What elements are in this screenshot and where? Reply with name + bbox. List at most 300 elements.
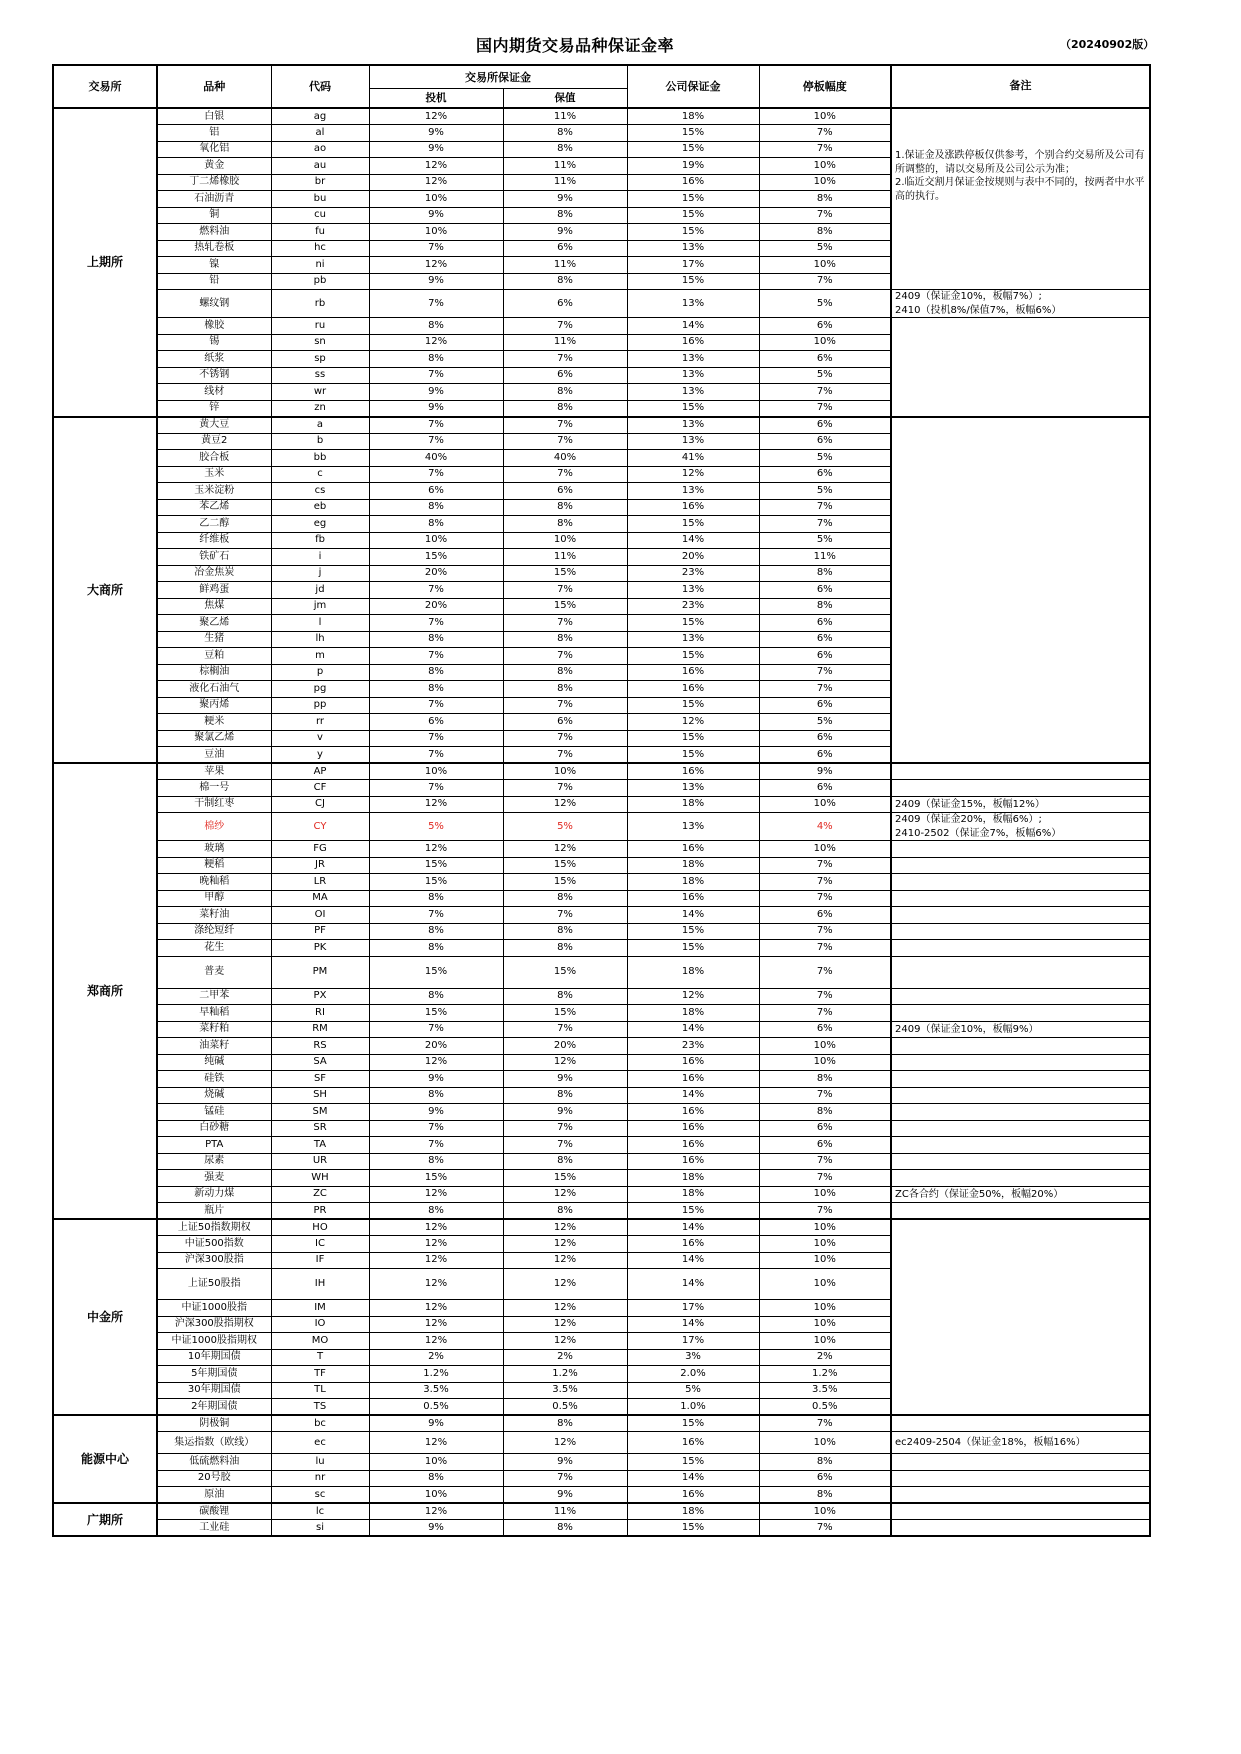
spec-margin-cell: 12% [369, 1300, 503, 1317]
spec-margin-cell: 12% [369, 1269, 503, 1300]
company-margin-cell: 16% [627, 499, 759, 516]
company-margin-cell: 20% [627, 549, 759, 566]
note-cell [891, 1219, 1150, 1415]
spec-margin-cell: 8% [369, 664, 503, 681]
table-row [53, 1170, 1150, 1187]
product-cell: 铁矿石 [157, 549, 271, 566]
company-margin-cell: 15% [627, 1415, 759, 1432]
company-margin-cell: 16% [627, 1104, 759, 1121]
table-row [53, 1021, 1150, 1038]
limit-cell: 7% [759, 956, 891, 988]
product-cell: 鲜鸡蛋 [157, 582, 271, 599]
product-cell: 碳酸锂 [157, 1503, 271, 1520]
limit-cell: 6% [759, 907, 891, 924]
spec-margin-cell: 10% [369, 224, 503, 241]
company-margin-cell: 18% [627, 108, 759, 125]
product-cell: 菜籽粕 [157, 1021, 271, 1038]
product-cell: 聚丙烯 [157, 697, 271, 714]
code-cell: a [271, 417, 369, 434]
company-margin-cell: 18% [627, 956, 759, 988]
code-cell: bc [271, 1415, 369, 1432]
code-cell: CY [271, 813, 369, 841]
company-margin-cell: 15% [627, 1454, 759, 1471]
product-cell: 镍 [157, 257, 271, 274]
table-row [53, 1071, 1150, 1088]
product-cell: 生猪 [157, 631, 271, 648]
code-cell: TF [271, 1366, 369, 1383]
spec-margin-cell: 7% [369, 780, 503, 797]
code-cell: ss [271, 367, 369, 384]
limit-cell: 7% [759, 857, 891, 874]
hedge-margin-cell: 8% [503, 499, 627, 516]
spec-margin-cell: 10% [369, 1487, 503, 1504]
spec-margin-cell: 20% [369, 565, 503, 582]
company-margin-cell: 23% [627, 1038, 759, 1055]
limit-cell: 7% [759, 681, 891, 698]
limit-cell: 6% [759, 1021, 891, 1038]
hedge-margin-cell: 12% [503, 841, 627, 858]
code-cell: jd [271, 582, 369, 599]
code-cell: pp [271, 697, 369, 714]
hedge-margin-cell: 7% [503, 730, 627, 747]
limit-cell: 7% [759, 1415, 891, 1432]
product-cell: 中证1000股指期权 [157, 1333, 271, 1350]
limit-cell: 8% [759, 1454, 891, 1471]
limit-cell: 6% [759, 648, 891, 665]
limit-cell: 8% [759, 1487, 891, 1504]
code-cell: OI [271, 907, 369, 924]
spec-margin-cell: 2% [369, 1349, 503, 1366]
product-cell: 低硫燃料油 [157, 1454, 271, 1471]
spec-margin-cell: 7% [369, 697, 503, 714]
hedge-margin-cell: 6% [503, 714, 627, 731]
code-cell: sp [271, 351, 369, 368]
product-cell: 锡 [157, 334, 271, 351]
product-cell: 瓶片 [157, 1203, 271, 1220]
hedge-margin-cell: 7% [503, 433, 627, 450]
header-code: 代码 [271, 65, 369, 108]
hedge-margin-cell: 8% [503, 1087, 627, 1104]
table-row [53, 780, 1150, 797]
table-row [53, 988, 1150, 1005]
table-row [53, 940, 1150, 957]
limit-cell: 7% [759, 384, 891, 401]
company-margin-cell: 14% [627, 1021, 759, 1038]
limit-cell: 10% [759, 841, 891, 858]
note-cell [891, 1487, 1150, 1504]
code-cell: FG [271, 841, 369, 858]
company-margin-cell: 14% [627, 1269, 759, 1300]
code-cell: au [271, 158, 369, 175]
limit-cell: 7% [759, 940, 891, 957]
hedge-margin-cell: 7% [503, 1120, 627, 1137]
hedge-margin-cell: 11% [503, 1503, 627, 1520]
product-cell: 胶合板 [157, 450, 271, 467]
spec-margin-cell: 12% [369, 158, 503, 175]
hedge-margin-cell: 7% [503, 417, 627, 434]
code-cell: ao [271, 141, 369, 158]
code-cell: LR [271, 874, 369, 891]
product-cell: 白银 [157, 108, 271, 125]
note-cell [891, 890, 1150, 907]
note-cell [891, 1470, 1150, 1487]
note-cell [891, 1415, 1150, 1432]
hedge-margin-cell: 8% [503, 923, 627, 940]
hedge-margin-cell: 8% [503, 664, 627, 681]
limit-cell: 7% [759, 988, 891, 1005]
spec-margin-cell: 12% [369, 1503, 503, 1520]
spec-margin-cell: 15% [369, 1005, 503, 1022]
company-margin-cell: 19% [627, 158, 759, 175]
company-margin-cell: 13% [627, 367, 759, 384]
limit-cell: 6% [759, 631, 891, 648]
code-cell: MO [271, 1333, 369, 1350]
table-row [53, 1137, 1150, 1154]
limit-cell: 5% [759, 532, 891, 549]
company-margin-cell: 15% [627, 648, 759, 665]
company-margin-cell: 12% [627, 466, 759, 483]
product-cell: 聚乙烯 [157, 615, 271, 632]
note-cell [891, 1503, 1150, 1520]
limit-cell: 6% [759, 433, 891, 450]
table-row [53, 1454, 1150, 1471]
hedge-margin-cell: 8% [503, 384, 627, 401]
hedge-margin-cell: 3.5% [503, 1382, 627, 1399]
hedge-margin-cell: 7% [503, 318, 627, 335]
spec-margin-cell: 9% [369, 273, 503, 290]
code-cell: pg [271, 681, 369, 698]
limit-cell: 8% [759, 1071, 891, 1088]
spec-margin-cell: 9% [369, 400, 503, 417]
hedge-margin-cell: 15% [503, 598, 627, 615]
limit-cell: 7% [759, 1087, 891, 1104]
code-cell: wr [271, 384, 369, 401]
company-margin-cell: 13% [627, 240, 759, 257]
limit-cell: 7% [759, 400, 891, 417]
table-row [53, 1005, 1150, 1022]
company-margin-cell: 17% [627, 257, 759, 274]
note-cell: 2409（保证金15%，板幅12%） [891, 796, 1150, 813]
note-cell [891, 1170, 1150, 1187]
limit-cell: 7% [759, 1170, 891, 1187]
limit-cell: 7% [759, 874, 891, 891]
hedge-margin-cell: 8% [503, 1520, 627, 1537]
code-cell: j [271, 565, 369, 582]
limit-cell: 5% [759, 290, 891, 318]
hedge-margin-cell: 15% [503, 874, 627, 891]
product-cell: 二甲苯 [157, 988, 271, 1005]
hedge-margin-cell: 9% [503, 224, 627, 241]
hedge-margin-cell: 11% [503, 257, 627, 274]
limit-cell: 6% [759, 318, 891, 335]
company-margin-cell: 14% [627, 907, 759, 924]
limit-cell: 7% [759, 499, 891, 516]
note-cell [891, 874, 1150, 891]
note-cell [891, 1054, 1150, 1071]
company-margin-cell: 14% [627, 1252, 759, 1269]
code-cell: IF [271, 1252, 369, 1269]
limit-cell: 7% [759, 125, 891, 142]
hedge-margin-cell: 11% [503, 158, 627, 175]
table-row [53, 1203, 1150, 1220]
spec-margin-cell: 10% [369, 763, 503, 780]
code-cell: jm [271, 598, 369, 615]
spec-margin-cell: 7% [369, 1021, 503, 1038]
company-margin-cell: 13% [627, 290, 759, 318]
product-cell: 乙二醇 [157, 516, 271, 533]
limit-cell: 7% [759, 141, 891, 158]
product-cell: 丁二烯橡胶 [157, 174, 271, 191]
product-cell: PTA [157, 1137, 271, 1154]
table-row [53, 417, 1150, 434]
company-margin-cell: 16% [627, 334, 759, 351]
hedge-margin-cell: 10% [503, 763, 627, 780]
product-cell: 苹果 [157, 763, 271, 780]
limit-cell: 4% [759, 813, 891, 841]
table-row [53, 1087, 1150, 1104]
spec-margin-cell: 12% [369, 257, 503, 274]
code-cell: RI [271, 1005, 369, 1022]
company-margin-cell: 13% [627, 384, 759, 401]
limit-cell: 10% [759, 1503, 891, 1520]
code-cell: br [271, 174, 369, 191]
code-cell: b [271, 433, 369, 450]
company-margin-cell: 16% [627, 841, 759, 858]
table-row [53, 1520, 1150, 1537]
company-margin-cell: 15% [627, 207, 759, 224]
hedge-margin-cell: 11% [503, 549, 627, 566]
spec-margin-cell: 12% [369, 1054, 503, 1071]
hedge-margin-cell: 8% [503, 141, 627, 158]
spec-margin-cell: 7% [369, 907, 503, 924]
limit-cell: 10% [759, 1316, 891, 1333]
spec-margin-cell: 15% [369, 857, 503, 874]
product-cell: 棉一号 [157, 780, 271, 797]
header-note: 备注 [891, 65, 1150, 108]
hedge-margin-cell: 8% [503, 516, 627, 533]
limit-cell: 8% [759, 1104, 891, 1121]
code-cell: ag [271, 108, 369, 125]
code-cell: IM [271, 1300, 369, 1317]
limit-cell: 5% [759, 714, 891, 731]
limit-cell: 7% [759, 273, 891, 290]
hedge-margin-cell: 15% [503, 857, 627, 874]
company-margin-cell: 15% [627, 697, 759, 714]
limit-cell: 10% [759, 108, 891, 125]
spec-margin-cell: 12% [369, 1219, 503, 1236]
table-body [53, 108, 1150, 1536]
code-cell: SA [271, 1054, 369, 1071]
table-row [53, 1432, 1150, 1454]
product-cell: 玉米淀粉 [157, 483, 271, 500]
table-row [53, 1487, 1150, 1504]
code-cell: lc [271, 1503, 369, 1520]
hedge-margin-cell: 8% [503, 1203, 627, 1220]
product-cell: 锌 [157, 400, 271, 417]
hedge-margin-cell: 8% [503, 681, 627, 698]
company-margin-cell: 12% [627, 714, 759, 731]
header-company-margin: 公司保证金 [627, 65, 759, 108]
company-margin-cell: 5% [627, 1382, 759, 1399]
company-margin-cell: 13% [627, 351, 759, 368]
product-cell: 早籼稻 [157, 1005, 271, 1022]
code-cell: lu [271, 1454, 369, 1471]
product-cell: 上证50指数期权 [157, 1219, 271, 1236]
code-cell: AP [271, 763, 369, 780]
code-cell: CF [271, 780, 369, 797]
table-row [53, 1503, 1150, 1520]
limit-cell: 5% [759, 483, 891, 500]
limit-cell: 8% [759, 191, 891, 208]
note-cell [891, 988, 1150, 1005]
spec-margin-cell: 9% [369, 1415, 503, 1432]
header-limit: 停板幅度 [759, 65, 891, 108]
code-cell: WH [271, 1170, 369, 1187]
product-cell: 白砂糖 [157, 1120, 271, 1137]
hedge-margin-cell: 7% [503, 615, 627, 632]
hedge-margin-cell: 12% [503, 1269, 627, 1300]
product-cell: 燃料油 [157, 224, 271, 241]
table-row [53, 108, 1150, 125]
product-cell: 中证500指数 [157, 1236, 271, 1253]
table-row [53, 1153, 1150, 1170]
company-margin-cell: 18% [627, 874, 759, 891]
note-cell [891, 417, 1150, 764]
company-margin-cell: 13% [627, 433, 759, 450]
company-margin-cell: 15% [627, 730, 759, 747]
product-cell: 纤维板 [157, 532, 271, 549]
company-margin-cell: 16% [627, 1487, 759, 1504]
spec-margin-cell: 20% [369, 598, 503, 615]
spec-margin-cell: 8% [369, 499, 503, 516]
limit-cell: 7% [759, 923, 891, 940]
spec-margin-cell: 7% [369, 433, 503, 450]
hedge-margin-cell: 9% [503, 1071, 627, 1088]
note-cell [891, 923, 1150, 940]
margin-table [52, 64, 1151, 1537]
hedge-margin-cell: 8% [503, 890, 627, 907]
spec-margin-cell: 5% [369, 813, 503, 841]
code-cell: MA [271, 890, 369, 907]
hedge-margin-cell: 2% [503, 1349, 627, 1366]
code-cell: cu [271, 207, 369, 224]
product-cell: 热轧卷板 [157, 240, 271, 257]
code-cell: TA [271, 1137, 369, 1154]
hedge-margin-cell: 8% [503, 631, 627, 648]
spec-margin-cell: 8% [369, 1203, 503, 1220]
limit-cell: 6% [759, 1137, 891, 1154]
hedge-margin-cell: 8% [503, 400, 627, 417]
limit-cell: 10% [759, 174, 891, 191]
product-cell: 玉米 [157, 466, 271, 483]
hedge-margin-cell: 10% [503, 532, 627, 549]
limit-cell: 6% [759, 466, 891, 483]
limit-cell: 8% [759, 565, 891, 582]
hedge-margin-cell: 12% [503, 1236, 627, 1253]
company-margin-cell: 14% [627, 1219, 759, 1236]
product-cell: 干制红枣 [157, 796, 271, 813]
limit-cell: 10% [759, 1219, 891, 1236]
product-cell: 聚氯乙烯 [157, 730, 271, 747]
spec-margin-cell: 7% [369, 648, 503, 665]
company-margin-cell: 15% [627, 940, 759, 957]
limit-cell: 7% [759, 1520, 891, 1537]
table-row [53, 907, 1150, 924]
product-cell: 烧碱 [157, 1087, 271, 1104]
hedge-margin-cell: 9% [503, 1454, 627, 1471]
table-row [53, 763, 1150, 780]
table-row [53, 1415, 1150, 1432]
code-cell: cs [271, 483, 369, 500]
company-margin-cell: 16% [627, 1432, 759, 1454]
limit-cell: 10% [759, 158, 891, 175]
product-cell: 5年期国债 [157, 1366, 271, 1383]
table-row [53, 841, 1150, 858]
hedge-margin-cell: 8% [503, 940, 627, 957]
product-cell: 集运指数（欧线） [157, 1432, 271, 1454]
product-cell: 玻璃 [157, 841, 271, 858]
page-title: 国内期货交易品种保证金率 [475, 36, 674, 55]
note-cell [891, 1071, 1150, 1088]
hedge-margin-cell: 6% [503, 367, 627, 384]
note-cell [891, 1120, 1150, 1137]
table-row [53, 874, 1150, 891]
limit-cell: 6% [759, 615, 891, 632]
hedge-margin-cell: 11% [503, 108, 627, 125]
spec-margin-cell: 12% [369, 108, 503, 125]
company-margin-cell: 18% [627, 1186, 759, 1203]
code-cell: TL [271, 1382, 369, 1399]
code-cell: nr [271, 1470, 369, 1487]
product-cell: 铝 [157, 125, 271, 142]
table-row [53, 857, 1150, 874]
spec-margin-cell: 0.5% [369, 1399, 503, 1416]
spec-margin-cell: 6% [369, 714, 503, 731]
spec-margin-cell: 10% [369, 191, 503, 208]
product-cell: 纯碱 [157, 1054, 271, 1071]
header-exchange-margin: 交易所保证金 [369, 65, 627, 89]
code-cell: SH [271, 1087, 369, 1104]
hedge-margin-cell: 8% [503, 1153, 627, 1170]
company-margin-cell: 16% [627, 1071, 759, 1088]
note-cell [891, 1454, 1150, 1471]
spec-margin-cell: 7% [369, 290, 503, 318]
company-margin-cell: 13% [627, 631, 759, 648]
company-margin-cell: 15% [627, 923, 759, 940]
product-cell: 铅 [157, 273, 271, 290]
spec-margin-cell: 7% [369, 240, 503, 257]
table-row [53, 1038, 1150, 1055]
spec-margin-cell: 8% [369, 1470, 503, 1487]
table-row [53, 290, 1150, 318]
table-row [53, 318, 1150, 335]
limit-cell: 10% [759, 334, 891, 351]
code-cell: RM [271, 1021, 369, 1038]
hedge-margin-cell: 15% [503, 956, 627, 988]
code-cell: rb [271, 290, 369, 318]
table-row [53, 813, 1150, 841]
limit-cell: 7% [759, 1005, 891, 1022]
spec-margin-cell: 12% [369, 1333, 503, 1350]
product-cell: 粳米 [157, 714, 271, 731]
company-margin-cell: 16% [627, 681, 759, 698]
note-cell: 2409（保证金10%，板幅7%）; 2410（投机8%/保值7%，板幅6%） [891, 290, 1150, 318]
code-cell: m [271, 648, 369, 665]
spec-margin-cell: 7% [369, 582, 503, 599]
company-margin-cell: 2.0% [627, 1366, 759, 1383]
company-margin-cell: 1.0% [627, 1399, 759, 1416]
product-cell: 尿素 [157, 1153, 271, 1170]
